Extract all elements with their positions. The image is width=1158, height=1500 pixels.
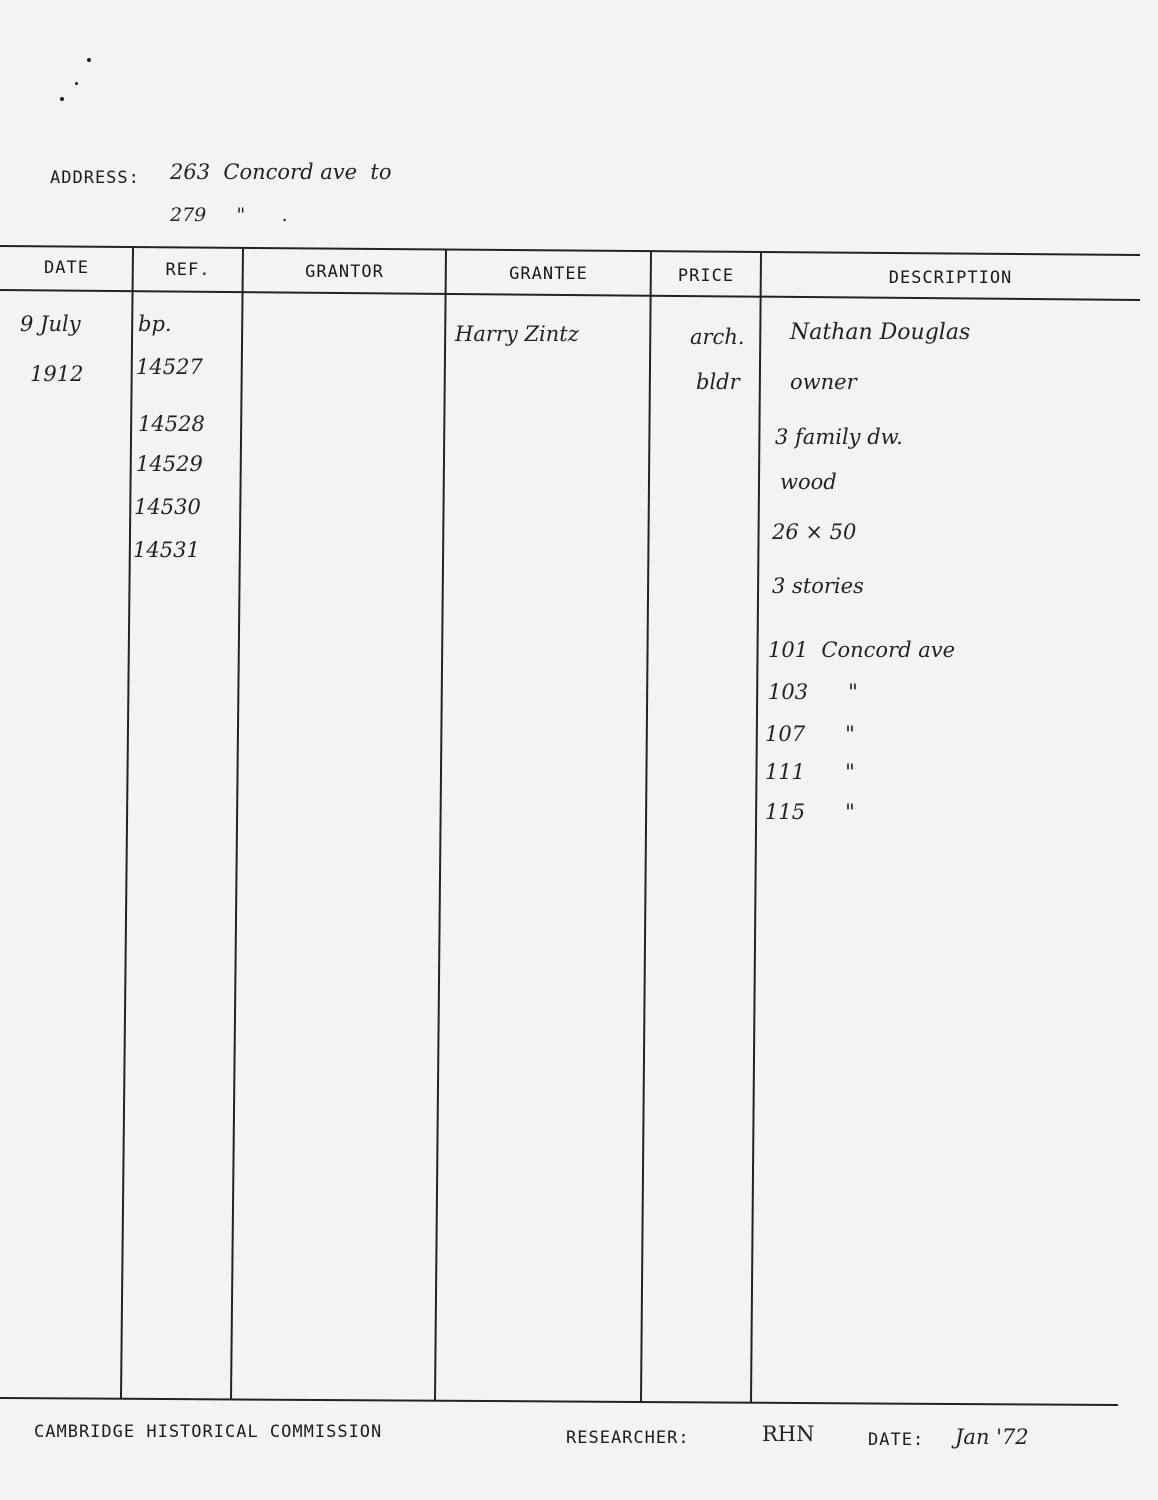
entry-ref-prefix: bp.: [138, 312, 172, 336]
description-line: 111 ": [765, 760, 855, 784]
ink-speck: [60, 97, 64, 101]
footer-organization: CAMBRIDGE HISTORICAL COMMISSION: [34, 1422, 383, 1442]
footer-date-value: Jan '72: [955, 1425, 1029, 1449]
footer-date-label: DATE:: [868, 1430, 925, 1450]
ink-speck: [87, 58, 91, 62]
description-line: 107 ": [765, 722, 855, 746]
description-line: 26 × 50: [772, 520, 857, 544]
description-line: 3 family dw.: [775, 425, 903, 449]
footer-rule: [0, 1398, 1118, 1405]
description-line: owner: [790, 370, 857, 394]
description-line: wood: [780, 470, 837, 494]
entry-price-line-2: bldr: [696, 370, 740, 394]
col-divider-3: [435, 250, 446, 1400]
entry-ref: 14527: [136, 355, 203, 379]
entry-date: 9 July: [20, 312, 81, 336]
col-divider-4: [641, 252, 651, 1402]
description-line: 101 Concord ave: [768, 638, 956, 662]
ink-speck: [75, 82, 78, 85]
header-top-rule: [0, 246, 1140, 255]
entry-grantee: Harry Zintz: [455, 322, 579, 346]
footer-researcher-label: RESEARCHER:: [566, 1428, 690, 1448]
description-line: 103 ": [768, 680, 858, 704]
column-header-description: DESCRIPTION: [888, 268, 1013, 288]
column-header-grantor: GRANTOR: [305, 262, 384, 282]
address-line-1: 263 Concord ave to: [170, 160, 392, 184]
entry-ref: 14529: [136, 452, 203, 476]
col-divider-1: [121, 248, 133, 1398]
col-divider-5: [751, 253, 761, 1403]
column-header-ref: REF.: [165, 260, 211, 280]
header-bottom-rule: [0, 290, 1140, 300]
address-label: ADDRESS:: [50, 168, 140, 188]
entry-year: 1912: [30, 362, 84, 386]
column-header-date: DATE: [44, 258, 89, 278]
col-divider-2: [231, 249, 243, 1399]
address-line-2: 279 " .: [170, 204, 288, 226]
footer-researcher-value: RHN: [762, 1422, 815, 1446]
entry-ref: 14531: [133, 538, 200, 562]
description-line: Nathan Douglas: [790, 320, 971, 345]
description-line: 3 stories: [772, 574, 864, 598]
entry-ref: 14530: [134, 495, 201, 519]
description-line: 115 ": [765, 800, 855, 824]
entry-price-line-1: arch.: [690, 325, 745, 349]
column-header-grantee: GRANTEE: [509, 264, 588, 284]
column-header-price: PRICE: [677, 266, 735, 286]
entry-ref: 14528: [138, 412, 205, 436]
